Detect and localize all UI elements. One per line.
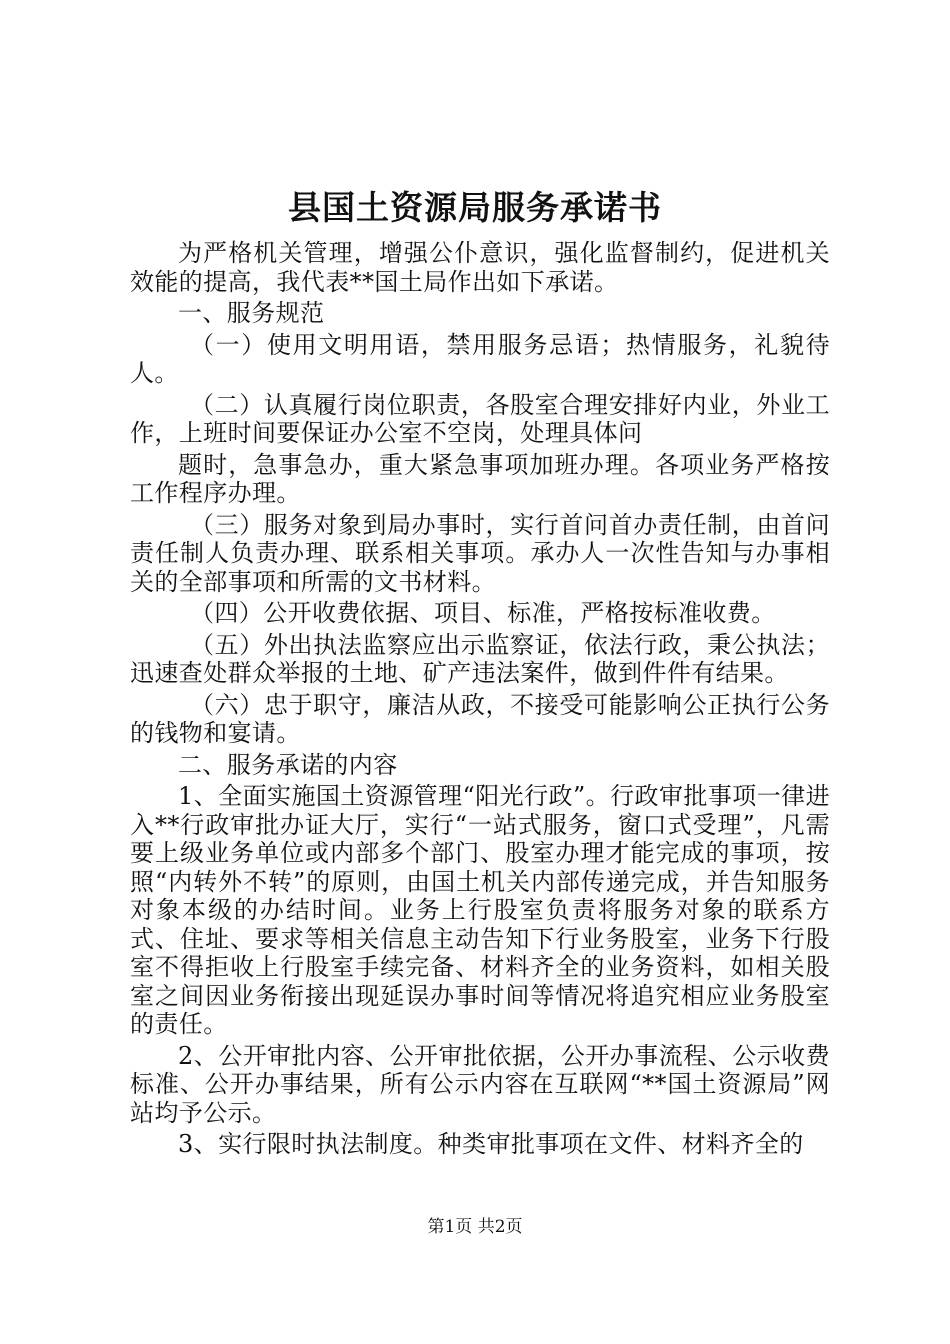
- commitment-item-2: 2、公开审批内容、公开审批依据，公开办事流程、公示收费标准、公开办事结果，所有公示内容在互联网“**国土资源局”网站均予公示。: [130, 1041, 830, 1127]
- norm-item-1: （一）使用文明用语，禁用服务忌语；热情服务，礼貌待人。: [130, 330, 830, 387]
- norm-item-5: （五）外出执法监察应出示监察证，依法行政，秉公执法；迅速查处群众举报的土地、矿产违法案件，做到件件有结果。: [130, 630, 830, 687]
- commitment-item-3: 3、实行限时执法制度。种类审批事项在文件、材料齐全的: [178, 1130, 804, 1158]
- norm-item-3: （三）服务对象到局办事时，实行首问首办责任制，由首问责任制人负责办理、联系相关事项。承办人一次性告知与办事相关的全部事项和所需的文书材料。: [130, 510, 830, 596]
- document-body: [130, 239, 830, 1159]
- section-heading-service-norms: 一、服务规范: [178, 299, 325, 327]
- intro-paragraph: 为严格机关管理，增强公仆意识，强化监督制约，促进机关效能的提高，我代表**国土局作出如下承诺。: [130, 239, 830, 296]
- norm-item-4: （四）公开收费依据、项目、标准，严格按标准收费。: [190, 599, 776, 627]
- commitment-item-1: 1、全面实施国土资源管理“阳光行政”。行政审批事项一律进入**行政审批办证大厅，实行“一站式服务，窗口式受理”，凡需要上级业务单位或内部多个部门、股室办理才能完成的事项，按照“内转外不转”的原则，由国土机关内部传递完成，并告知服务对象本级的办结时间。业务上行股室负责将服务对象的联系方式、住址、要求等相关信息主动告知下行业务股室，业务下行股室不得拒收上行股室手续完备、材料齐全的业务资料，如相关股室之间因业务衔接出现延误办事时间等情况将追究相应业务股室的责任。: [130, 782, 830, 1038]
- page-footer: 第1页 共2页: [427, 1217, 523, 1237]
- norm-item-2: （二）认真履行岗位职责，各股室合理安排好内业，外业工作，上班时间要保证办公室不空岗，处理具体问: [130, 390, 830, 447]
- norm-item-2-continued: 题时，急事急办，重大紧急事项加班办理。各项业务严格按工作程序办理。: [130, 450, 830, 507]
- norm-item-6: （六）忠于职守，廉洁从政，不接受可能影响公正执行公务的钱物和宴请。: [130, 690, 830, 747]
- document-title: 县国土资源局服务承诺书: [288, 188, 662, 227]
- section-heading-commitments: 二、服务承诺的内容: [178, 750, 398, 779]
